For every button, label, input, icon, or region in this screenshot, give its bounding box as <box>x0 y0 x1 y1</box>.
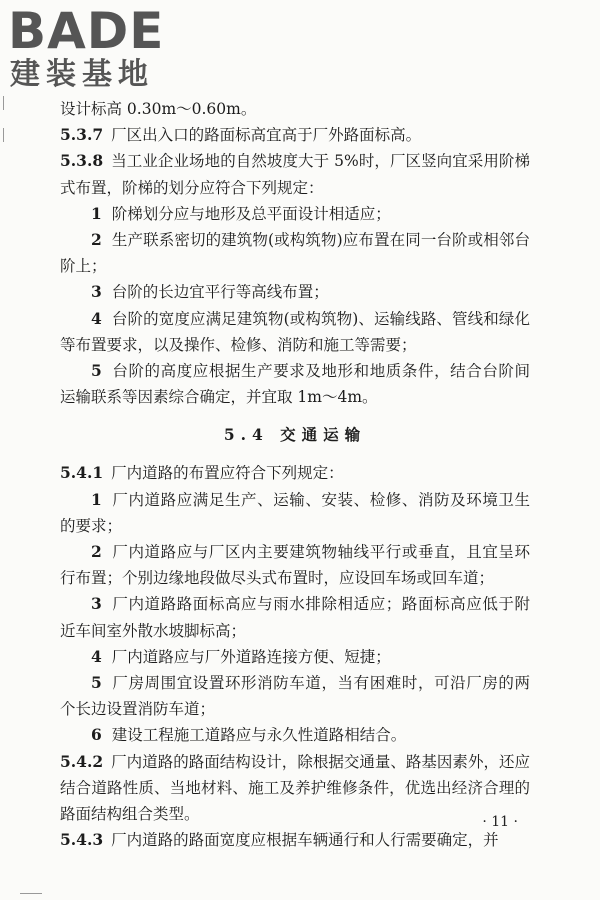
document-body <box>60 96 530 853</box>
list-item <box>60 539 530 591</box>
paragraph-text: 厂内道路应满足生产、运输、安装、检修、消防及环境卫生的要求； <box>60 490 530 535</box>
item-number: 5 <box>91 361 102 381</box>
item-number: 3 <box>91 594 102 614</box>
paragraph-text: 厂区出入口的路面标高宜高于厂外路面标高。 <box>111 126 422 145</box>
paragraph-text: 厂内道路的路面宽度应根据车辆通行和人行需要确定，并 <box>111 831 499 850</box>
paragraph-text: 厂内道路应与厂区内主要建筑物轴线平行或垂直，且宜呈环行布置；个别边缘地段做尽头式布置时，应设回车场或回车道； <box>60 543 530 588</box>
list-item <box>60 201 530 227</box>
clause-number: 5.3.8 <box>60 151 104 171</box>
clause-number: 5.4.2 <box>60 751 104 771</box>
logo-wordmark: BADE <box>8 2 165 60</box>
list-item <box>60 644 530 670</box>
scan-mark <box>3 128 4 142</box>
section-heading: 5.4 交通运输 <box>223 425 367 445</box>
paragraph-text: 厂房周围宜设置环形消防车道，当有困难时，可沿厂房的两个长边设置消防车道； <box>60 674 530 719</box>
list-item <box>60 487 530 539</box>
item-number: 1 <box>91 489 102 509</box>
item-number: 4 <box>91 308 102 328</box>
clause-number: 5.3.7 <box>60 125 104 145</box>
list-item <box>60 306 530 358</box>
paragraph-text: 设计标高 0.30m～0.60m。 <box>60 100 257 118</box>
item-number: 2 <box>91 542 102 562</box>
item-number: 6 <box>91 725 102 745</box>
scan-mark <box>3 96 4 110</box>
list-item <box>60 227 530 279</box>
paragraph-text: 台阶的高度应根据生产要求及地形和地质条件，结合台阶间运输联系等因素综合确定，并宜取 1m～4m。 <box>60 362 530 407</box>
list-item <box>60 358 530 410</box>
item-number: 2 <box>91 230 102 250</box>
item-number: 3 <box>91 282 102 302</box>
item-number: 5 <box>91 673 102 693</box>
paragraph-text: 台阶的长边宜平行等高线布置； <box>111 283 329 302</box>
clause-5-4-2 <box>60 749 530 828</box>
page-number: · 11 · <box>482 814 518 830</box>
clause-number: 5.4.1 <box>60 463 104 483</box>
paragraph-text: 厂内道路应与厂外道路连接方便、短捷； <box>111 647 391 666</box>
logo-chinese-name: 建装基地 <box>10 57 154 92</box>
paragraph-text: 厂内道路的布置应符合下列规定： <box>111 464 344 483</box>
scan-mark <box>20 893 42 894</box>
paragraph-text: 厂内道路的路面结构设计，除根据交通量、路基因素外，还应结合道路性质、当地材料、施工及养护维修条件，优选出经济合理的路面结构组合类型。 <box>60 752 530 824</box>
item-number: 4 <box>91 646 102 666</box>
bade-logo <box>8 4 178 94</box>
list-item <box>60 591 530 643</box>
clause-5-4-3 <box>60 827 530 853</box>
list-item <box>60 279 530 305</box>
paragraph-text: 厂内道路路面标高应与雨水排除相适应；路面标高应低于附近车间室外散水坡脚标高； <box>60 595 530 640</box>
clause-5-3-8 <box>60 148 530 200</box>
paragraph-text: 当工业企业场地的自然坡度大于 5%时，厂区竖向宜采用阶梯式布置，阶梯的划分应符合下列规定： <box>60 152 530 197</box>
clause-number: 5.4.3 <box>60 830 104 850</box>
paragraph-text: 台阶的宽度应满足建筑物(或构筑物)、运输线路、管线和绿化等布置要求，以及操作、检修、消防和施工等需要； <box>60 309 530 354</box>
clause-5-3-7 <box>60 122 530 148</box>
item-number: 1 <box>91 203 102 223</box>
paragraph <box>60 96 530 122</box>
clause-5-4-1 <box>60 460 530 486</box>
list-item <box>60 722 530 748</box>
paragraph-text: 生产联系密切的建筑物(或构筑物)应布置在同一台阶或相邻台阶上； <box>60 231 530 276</box>
paragraph-text: 建设工程施工道路应与永久性道路相结合。 <box>111 726 407 745</box>
paragraph-text: 阶梯划分应与地形及总平面设计相适应； <box>111 204 391 223</box>
list-item <box>60 670 530 722</box>
